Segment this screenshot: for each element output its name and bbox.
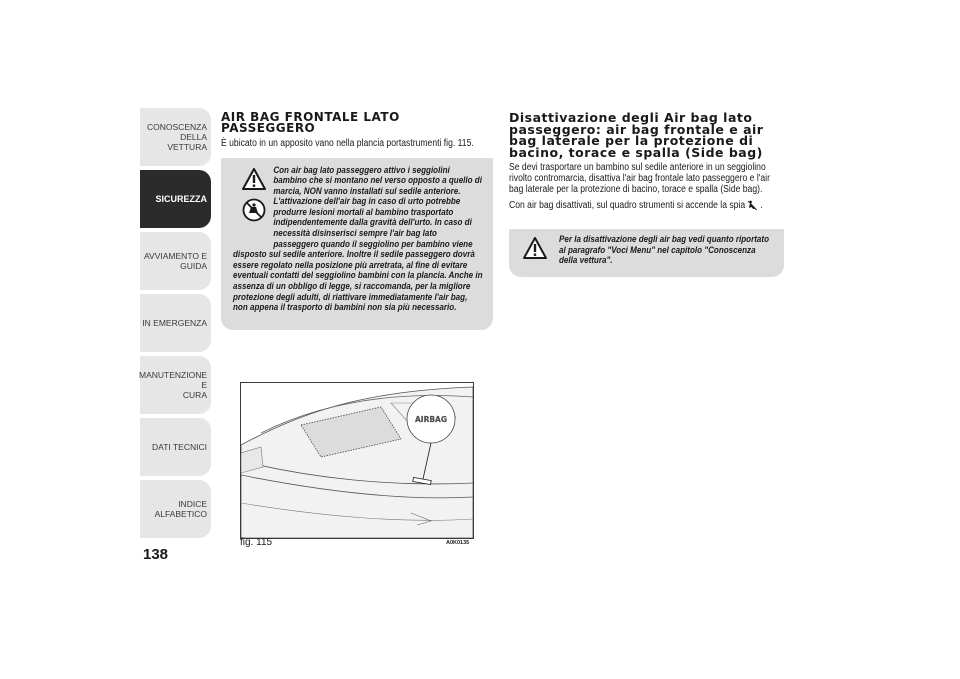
figure-code: A0K0135 <box>446 540 470 546</box>
dashboard-illustration <box>241 383 473 538</box>
page-number: 138 <box>143 546 169 563</box>
right-column <box>509 112 784 277</box>
tab-in-emergenza[interactable]: IN EMERGENZA <box>140 294 211 352</box>
tab-sicurezza[interactable]: SICUREZZA <box>140 170 211 228</box>
body-text-spia <box>509 200 783 211</box>
tab-dati-tecnici[interactable]: DATI TECNICI <box>140 418 211 476</box>
tab-conoscenza-vettura[interactable]: CONOSCENZA DELLA VETTURA <box>140 108 211 166</box>
figure-caption: fig. 115 <box>240 537 273 548</box>
section-heading-airbag-passeggero: AIR BAG FRONTALE LATO PASSEGGERO <box>221 110 400 135</box>
body-text-disattiva: Se devi trasportare un bambino sul sedile anteriore in un seggiolino rivolto contromarcia, disattiva l'air bag frontale lato passeggero e l'air bag laterale per la protezione di bacino, torace e spalla (Side bag). <box>509 162 770 195</box>
spia-sentence: Con air bag disattivati, sul quadro strumenti si accende la spia <box>509 200 746 212</box>
tab-avviamento-guida[interactable]: AVVIAMENTO E GUIDA <box>140 232 211 290</box>
airbag-label: AIRBAG <box>414 415 448 424</box>
airbag-off-indicator-icon <box>748 200 758 211</box>
left-column <box>221 112 493 330</box>
warning-triangle-icon <box>523 237 547 259</box>
warning-text-menu: Per la disattivazione degli air bag vedi quanto riportato al paragrafo "Voci Menu" nel capitolo "Conoscenza della vettura". <box>559 234 770 267</box>
spia-period: . <box>760 200 763 212</box>
warning-text-child-seat: Con air bag lato passeggero attivo i seggiolini bambino che si montano nel verso opposto a quello di marcia, NON vanno installati sul sedile anteriore. L'attivazione dell'air bag in caso di urto potrebbe produrre lesioni mortali al bambino trasportato indipendentemente dalla gravità dell'urto. In caso di necessità disinserisci sempre l'air bag lato passeggero quando il seggiolino per bambino viene disposto sul sedile anteriore. Inoltre il sedile passeggero dovrà essere regolato nella posizione più arretrata, al fine di evitare eventuali contatti del seggiolino bambini con la plancia. Anche in assenza di un obbligo di legge, si raccomanda, per la migliore protezione degli adulti, di riattivare immediatamente l'air bag, non appena il trasporto di bambini non sia più necessario. <box>233 164 483 314</box>
tab-manutenzione-cura[interactable]: MANUTENZIONE E CURA <box>140 356 211 414</box>
body-text-location: È ubicato in un apposito vano nella plancia portastrumenti fig. 115. <box>221 138 474 149</box>
figure-115-dashboard-airbag <box>240 382 474 539</box>
section-heading-disattivazione: Disattivazione degli Air bag lato passeggero: air bag frontale e air bag laterale per la protezione di bacino, torace e spalla (Side bag) <box>509 110 764 160</box>
chapter-sidebar <box>140 108 211 542</box>
warning-box-child-seat <box>221 158 493 330</box>
warning-box-menu <box>509 229 784 277</box>
tab-indice-alfabetico[interactable]: INDICE ALFABETICO <box>140 480 211 538</box>
